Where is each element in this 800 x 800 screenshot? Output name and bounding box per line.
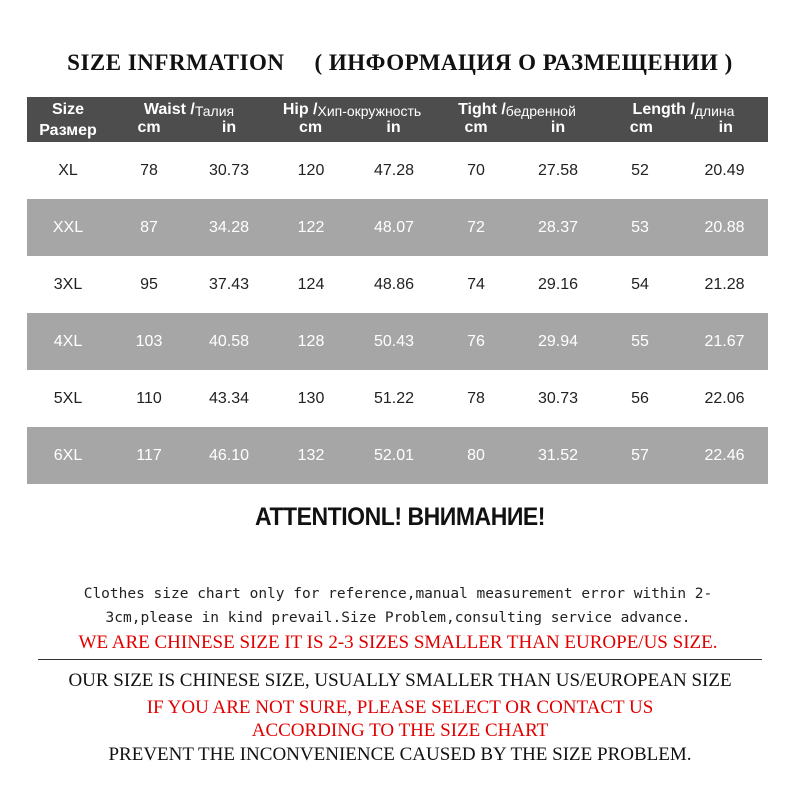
unit-in: in <box>718 119 733 136</box>
table-header <box>27 97 768 142</box>
hip-in-cell: 47.28 <box>373 161 415 179</box>
unit-cm: cm <box>464 119 488 136</box>
tight-in-cell: 29.94 <box>537 332 579 350</box>
hip-header <box>269 97 435 142</box>
size-cell: 5XL <box>53 389 83 407</box>
bottom-line-1: OUR SIZE IS CHINESE SIZE, USUALLY SMALLER THAN US/EUROPEAN SIZE <box>68 670 732 691</box>
waist-cm-cell: 117 <box>136 446 162 464</box>
waist-header-ru: Талия <box>194 103 235 119</box>
hip-header-ru: Хип-окружность <box>317 103 422 119</box>
tight-in-cell: 29.16 <box>537 275 579 293</box>
size-cell: 4XL <box>53 332 83 350</box>
tight-in-cell: 28.37 <box>537 218 579 236</box>
tight-cm-cell: 72 <box>467 218 485 236</box>
length-in-cell: 21.67 <box>704 332 745 350</box>
waist-header <box>109 97 269 142</box>
size-header-en: Size <box>51 100 84 118</box>
unit-in: in <box>221 119 237 136</box>
unit-in: in <box>550 119 566 136</box>
size-table <box>27 97 768 484</box>
length-cm-cell: 54 <box>631 275 649 293</box>
hip-cm-cell: 132 <box>297 446 325 464</box>
unit-cm: cm <box>137 119 161 136</box>
waist-header-en: Waist / <box>143 101 195 118</box>
waist-in-cell: 40.58 <box>208 332 250 350</box>
waist-in-cell: 34.28 <box>208 218 250 236</box>
title-english: SIZE INFRMATION <box>67 50 285 75</box>
title-russian: ( ИНФОРМАЦИЯ О РАЗМЕЩЕНИИ ) <box>314 50 733 75</box>
hip-cm-cell: 124 <box>297 275 325 293</box>
hip-cm-cell: 130 <box>297 389 325 407</box>
unit-in: in <box>386 119 401 136</box>
length-in-cell: 20.88 <box>704 218 745 236</box>
waist-in-cell: 37.43 <box>208 275 250 293</box>
tight-in-cell: 27.58 <box>537 161 579 179</box>
table-row <box>27 427 768 484</box>
unit-cm: cm <box>298 119 323 136</box>
table-row <box>27 370 768 427</box>
tight-header <box>435 97 599 142</box>
waist-cm-cell: 110 <box>136 389 162 407</box>
hip-cm-cell: 128 <box>297 332 325 350</box>
length-header-en: Length / <box>632 101 695 118</box>
table-row <box>27 313 768 370</box>
tight-cm-cell: 70 <box>467 161 485 179</box>
unit-cm: cm <box>629 119 653 136</box>
tight-cm-cell: 78 <box>467 389 485 407</box>
tight-header-en: Tight / <box>458 101 506 118</box>
length-header-ru: длина <box>694 103 735 119</box>
waist-in-cell: 46.10 <box>208 446 250 464</box>
hip-cm-cell: 122 <box>297 218 325 236</box>
length-in-cell: 22.06 <box>704 389 745 407</box>
size-cell: XL <box>58 161 78 179</box>
attention-heading: ATTENTIONL! ВНИМАНИЕ! <box>254 503 546 531</box>
table-row <box>27 256 768 313</box>
bottom-line-4: PREVENT THE INCONVENIENCE CAUSED BY THE SIZE PROBLEM. <box>108 744 692 765</box>
size-column-header <box>27 97 109 142</box>
hip-header-en: Hip / <box>282 101 318 118</box>
length-cm-cell: 56 <box>631 389 649 407</box>
waist-cm-cell: 78 <box>140 161 158 179</box>
hip-in-cell: 52.01 <box>373 446 415 464</box>
size-header-ru: Размер <box>39 121 97 139</box>
bottom-line-2: IF YOU ARE NOT SURE, PLEASE SELECT OR CONTACT US <box>146 697 654 718</box>
table-row <box>27 142 768 199</box>
hip-cm-cell: 120 <box>297 161 325 179</box>
tight-in-cell: 31.52 <box>537 446 579 464</box>
table-row <box>27 199 768 256</box>
note-line-1: Clothes size chart only for reference,manual measurement error within 2- <box>83 586 713 602</box>
hip-in-cell: 50.43 <box>373 332 415 350</box>
waist-in-cell: 30.73 <box>208 161 250 179</box>
length-cm-cell: 55 <box>631 332 649 350</box>
bottom-line-3: ACCORDING TO THE SIZE CHART <box>251 720 549 741</box>
length-cm-cell: 53 <box>631 218 649 236</box>
waist-cm-cell: 103 <box>135 332 163 350</box>
tight-cm-cell: 74 <box>467 275 485 293</box>
length-header <box>599 97 768 142</box>
waist-cm-cell: 87 <box>140 218 158 236</box>
reference-note <box>28 582 768 630</box>
length-in-cell: 22.46 <box>704 446 745 464</box>
tight-cm-cell: 76 <box>467 332 485 350</box>
hip-in-cell: 48.07 <box>373 218 415 236</box>
length-in-cell: 20.49 <box>704 161 745 179</box>
length-cm-cell: 57 <box>631 446 649 464</box>
hip-in-cell: 51.22 <box>373 389 415 407</box>
page-title <box>0 50 800 76</box>
note-line-2: 3cm,please in kind prevail.Size Problem,consulting service advance. <box>105 610 691 626</box>
waist-in-cell: 43.34 <box>208 389 250 407</box>
size-cell: XXL <box>52 218 84 236</box>
tight-cm-cell: 80 <box>467 446 485 464</box>
size-cell: 3XL <box>53 275 83 293</box>
waist-cm-cell: 95 <box>140 275 158 293</box>
hip-in-cell: 48.86 <box>373 275 415 293</box>
tight-header-ru: бедренной <box>505 103 576 119</box>
length-cm-cell: 52 <box>631 161 649 179</box>
length-in-cell: 21.28 <box>704 275 745 293</box>
divider <box>38 659 762 660</box>
chinese-size-warning: WE ARE CHINESE SIZE IT IS 2-3 SIZES SMALLER THAN EUROPE/US SIZE. <box>78 632 718 653</box>
size-cell: 6XL <box>53 446 83 464</box>
tight-in-cell: 30.73 <box>537 389 579 407</box>
